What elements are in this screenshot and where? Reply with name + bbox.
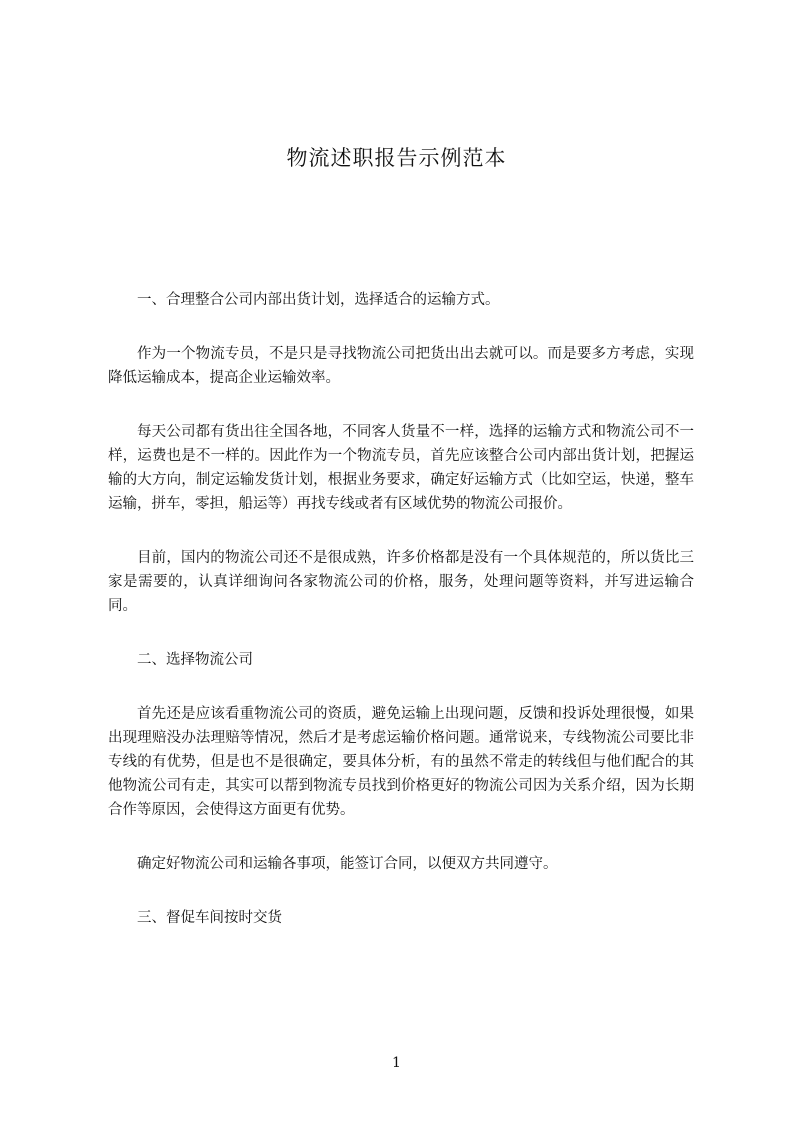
paragraph: 确定好物流公司和运输各事项，能签订合同，以便双方共同遵守。	[137, 856, 558, 872]
document-title: 物流述职报告示例范本	[286, 146, 507, 170]
document-body	[108, 288, 694, 930]
paragraph: 作为一个物流专员，不是只是寻找物流公司把货出出去就可以。而是要多方考虑，实现降低运输成本，提高企业运输效率。	[108, 346, 694, 386]
paragraph: 目前，国内的物流公司还不是很成熟，许多价格都是没有一个具体规范的，所以货比三家是需要的，认真详细询问各家物流公司的价格，服务，处理问题等资料，并写进运输合同。	[108, 550, 694, 614]
section-heading-1: 一、合理整合公司内部出货计划，选择适合的运输方式。	[137, 292, 500, 308]
paragraph: 首先还是应该看重物流公司的资质，避免运输上出现问题，反馈和投诉处理很慢，如果出现理赔没办法理赔等情况，然后才是考虑运输价格问题。通常说来，专线物流公司要比非专线的有优势，但是也不是很确定，要具体分析，有的虽然不常走的转线但与他们配合的其他物流公司有走，其实可以帮到物流专员找到价格更好的物流公司因为关系介绍，因为长期合作等原因，会使得这方面更有优势。	[108, 706, 694, 818]
page-number: 1	[392, 1055, 401, 1071]
paragraph: 每天公司都有货出往全国各地，不同客人货量不一样，选择的运输方式和物流公司不一样，运费也是不一样的。因此作为一个物流专员，首先应该整合公司内部出货计划，把握运输的大方向，制定运输发货计划，根据业务要求，确定好运输方式（比如空运，快递，整车运输，拼车，零担，船运等）再找专线或者有区域优势的物流公司报价。	[108, 424, 694, 512]
section-heading-2: 二、选择物流公司	[137, 652, 253, 668]
section-heading-3: 三、督促车间按时交货	[137, 910, 282, 926]
